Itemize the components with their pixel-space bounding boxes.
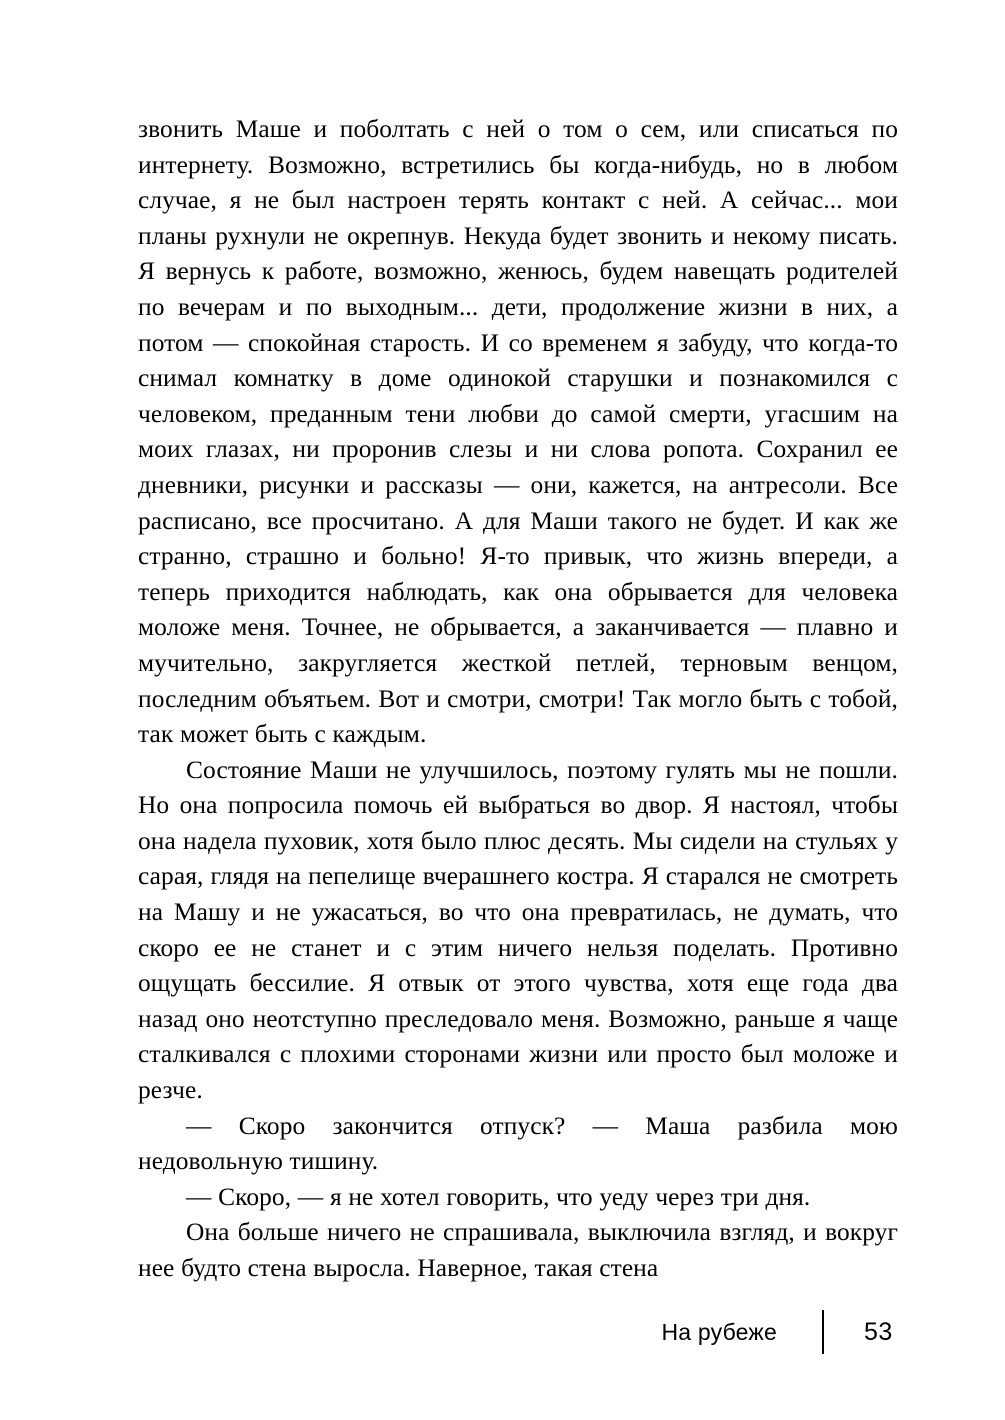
- paragraph: Она больше ничего не спрашивала, выключила взгляд, и вокруг нее будто стена выросла. Наверное, такая стена: [138, 1218, 898, 1282]
- paragraph-dialogue: — Скоро закончится отпуск? — Маша разбила мою недовольную тишину.: [138, 1111, 898, 1176]
- footer-inner: [661, 1306, 898, 1358]
- body-text-column: [138, 112, 898, 1287]
- paragraph-dialogue: — Скоро, — я не хотел говорить, что уеду через три дня.: [186, 1182, 811, 1211]
- page-number: 53: [864, 1317, 893, 1346]
- paragraph: Состояние Маши не улучшилось, поэтому гулять мы не пошли. Но она попросила помочь ей выбраться во двор. Я настоял, чтобы она надела пуховик, хотя было плюс десять. Мы сидели на стульях у сарая, глядя на пепелище вчерашнего костра. Я старался не смотреть на Машу и не ужасаться, во что она превратилась, не думать, что скоро ее не станет и с этим ничего нельзя поделать. Противно ощущать бессилие. Я отвык от этого чувства, хотя еще года два назад оно неотступно преследовало меня. Возможно, раньше я чаще сталкивался с плохими сторонами жизни или просто был моложе и резче.: [138, 755, 898, 1105]
- paragraph: звонить Маше и поболтать с ней о том о сем, или списаться по интернету. Возможно, встретились бы когда-нибудь, но в любом случае, я не был настроен терять контакт с ней. А сейчас... мои планы рухнули не окрепнув. Некуда будет звонить и некому писать. Я вернусь к работе, возможно, женюсь, будем навещать родителей по вечерам и по выходным... дети, продолжение жизни в них, а потом — спокойная старость. И со временем я забуду, что когда-то снимал комнатку в доме одинокой старушки и познакомился с человеком, преданным тени любви до самой смерти, угасшим на моих глазах, ни проронив слезы и ни слова ропота. Сохранил ее дневники, рисунки и рассказы — они, кажется, на антресоли. Все расписано, все просчитано. А для Маши такого не будет. И как же странно, страшно и больно! Я-то привык, что жизнь впереди, а теперь приходится наблюдать, как она обрывается для человека моложе меня. Точнее, не обрывается, а заканчивается — плавно и мучительно, закругляется жесткой петлей, терновым венцом, последним объятьем. Вот и смотри, смотри! Так могло быть с тобой, так может быть с каждым.: [138, 115, 898, 749]
- running-head: На рубеже: [661, 1318, 777, 1345]
- footer-separator-rule: [822, 1310, 824, 1354]
- page-footer: [138, 1306, 898, 1358]
